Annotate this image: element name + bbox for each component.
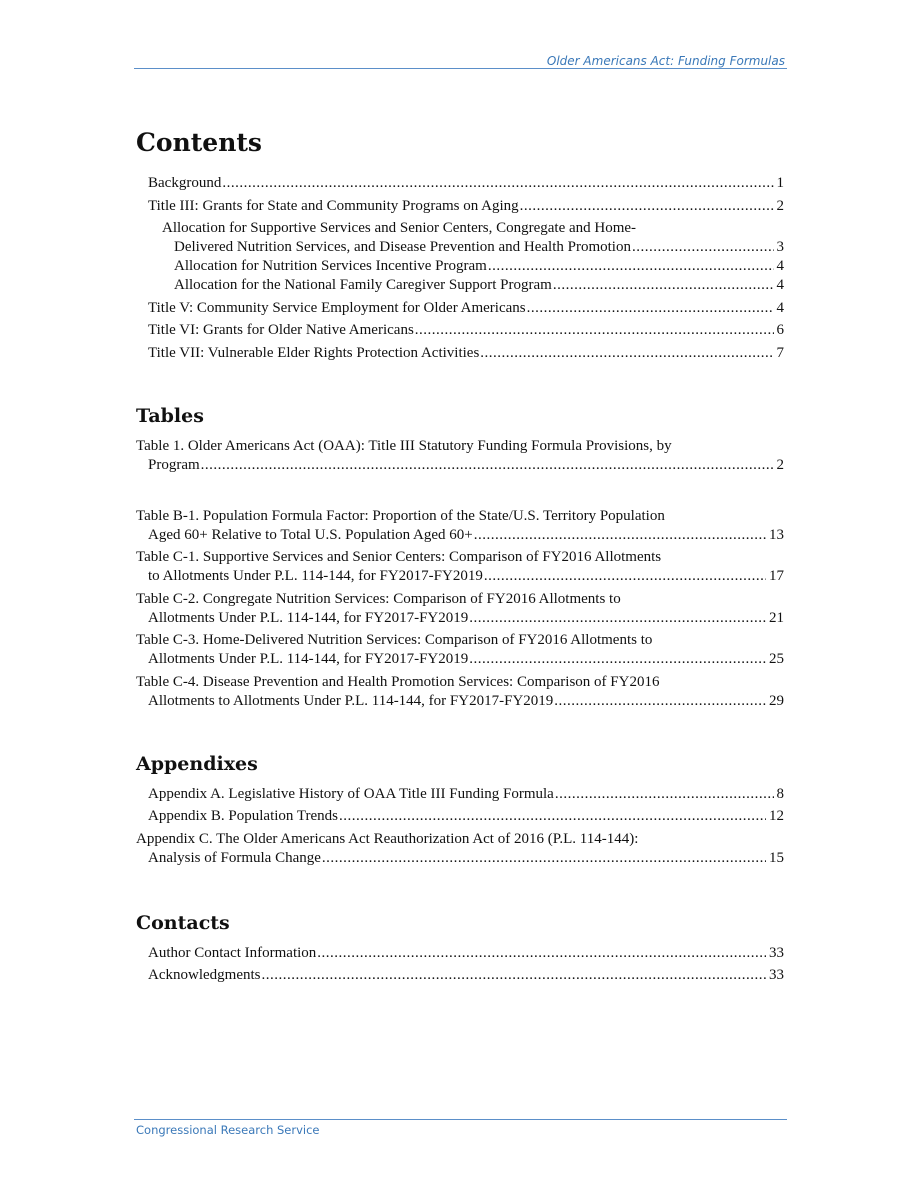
toc-entry-author-contact[interactable]	[136, 944, 784, 963]
tables-heading: Tables	[136, 404, 204, 427]
toc-page-number: 2	[776, 197, 784, 214]
toc-entry-text: Title V: Community Service Employment for Older Americans	[148, 299, 526, 316]
toc-page-number: 4	[776, 299, 784, 316]
toc-entry-table-c-2[interactable]	[136, 590, 784, 628]
contacts-heading: Contacts	[136, 911, 230, 934]
toc-entry-text-line2: Aged 60+ Relative to Total U.S. Population Aged 60+	[148, 526, 473, 543]
dot-leader	[469, 609, 766, 628]
dot-leader	[317, 944, 766, 963]
table-of-contents	[136, 126, 784, 989]
toc-entry-text-line1: Table C-1. Supportive Services and Senior Centers: Comparison of FY2016 Allotments	[136, 549, 662, 565]
dot-leader	[553, 276, 774, 295]
toc-entry-appendix-c[interactable]	[136, 830, 784, 868]
toc-entry-text-line2: Delivered Nutrition Services, and Disease Prevention and Health Promotion	[174, 239, 631, 255]
toc-page-number: 7	[776, 344, 784, 361]
toc-entry-title-v[interactable]	[136, 299, 784, 318]
toc-entry-allocation-nutrition-incentive[interactable]	[136, 257, 784, 276]
footer-divider	[134, 1119, 787, 1120]
toc-page-number: 15	[769, 849, 784, 866]
toc-entry-table-c-4[interactable]	[136, 673, 784, 711]
toc-entry-table-c-3[interactable]	[136, 631, 784, 669]
contents-list	[136, 174, 784, 363]
toc-entry-text: Appendix A. Legislative History of OAA Title III Funding Formula	[148, 785, 554, 802]
toc-page-number: 1	[776, 175, 784, 191]
toc-entry-text-line2: to Allotments Under P.L. 114-144, for FY2017-FY2019	[148, 568, 483, 584]
toc-page-number: 13	[769, 526, 784, 543]
toc-entry-allocation-caregiver-support[interactable]	[136, 276, 784, 295]
toc-entry-allocation-supportive-services[interactable]	[136, 219, 784, 257]
dot-leader	[554, 692, 766, 711]
dot-leader	[415, 321, 774, 340]
toc-page-number: 17	[769, 568, 784, 584]
toc-entry-appendix-b[interactable]	[136, 807, 784, 826]
dot-leader	[480, 344, 773, 363]
toc-entry-acknowledgments[interactable]	[136, 966, 784, 985]
toc-entry-text: Background	[148, 175, 222, 191]
toc-entry-text: Acknowledgments	[148, 967, 261, 983]
toc-entry-text-line2: Analysis of Formula Change	[148, 849, 321, 866]
dot-leader	[520, 197, 774, 216]
toc-page-number: 29	[769, 692, 784, 709]
toc-entry-text: Author Contact Information	[148, 944, 317, 961]
toc-entry-text-line2: Allotments Under P.L. 114-144, for FY2017-FY2019	[148, 609, 469, 626]
dot-leader	[484, 567, 766, 586]
toc-page-number: 21	[769, 609, 784, 626]
toc-entry-text: Title VI: Grants for Older Native Americans	[148, 322, 414, 338]
toc-entry-text: Title VII: Vulnerable Elder Rights Protection Activities	[148, 344, 480, 361]
toc-page-number: 2	[776, 456, 784, 473]
toc-entry-appendix-a[interactable]	[136, 785, 784, 804]
dot-leader	[322, 849, 766, 868]
dot-leader	[555, 785, 774, 804]
toc-entry-table-c-1[interactable]	[136, 548, 784, 586]
toc-page-number: 33	[769, 967, 784, 983]
dot-leader	[261, 966, 766, 985]
toc-page-number: 8	[776, 785, 784, 802]
toc-page-number: 12	[769, 808, 784, 824]
toc-page-number: 25	[769, 651, 784, 667]
footer-publisher: Congressional Research Service	[136, 1123, 320, 1137]
toc-page-number: 33	[769, 944, 784, 961]
toc-entry-background[interactable]	[136, 174, 784, 193]
appendixes-heading: Appendixes	[136, 752, 258, 775]
dot-leader	[488, 257, 774, 276]
toc-entry-text-line1: Table 1. Older Americans Act (OAA): Title III Statutory Funding Formula Provisions, by	[136, 437, 672, 454]
toc-entry-text-line1: Appendix C. The Older Americans Act Reauthorization Act of 2016 (P.L. 114-144):	[136, 830, 639, 847]
dot-leader	[201, 456, 774, 475]
toc-entry-table-1[interactable]	[136, 437, 784, 475]
dot-leader	[339, 807, 766, 826]
running-header-title: Older Americans Act: Funding Formulas	[546, 54, 785, 68]
toc-page-number: 3	[776, 239, 784, 255]
toc-entry-title-iii[interactable]	[136, 197, 784, 216]
dot-leader	[632, 238, 774, 257]
toc-entry-text: Allocation for the National Family Caregiver Support Program	[174, 277, 552, 293]
contacts-list	[136, 944, 784, 986]
toc-entry-title-vi[interactable]	[136, 321, 784, 340]
contents-heading: Contents	[136, 128, 263, 157]
toc-entry-text-line1: Allocation for Supportive Services and Senior Centers, Congregate and Home-	[162, 220, 637, 236]
toc-entry-text-line2: Program	[148, 456, 200, 473]
toc-entry-title-vii[interactable]	[136, 344, 784, 363]
toc-entry-table-b-1[interactable]	[136, 507, 784, 545]
appendixes-list	[136, 785, 784, 868]
toc-entry-text: Appendix B. Population Trends	[148, 808, 339, 824]
toc-entry-text: Allocation for Nutrition Services Incentive Program	[174, 258, 487, 274]
dot-leader	[527, 299, 774, 318]
dot-leader	[474, 526, 766, 545]
toc-entry-text-line2: Allotments to Allotments Under P.L. 114-144, for FY2017-FY2019	[148, 692, 554, 709]
toc-entry-text-line1: Table C-3. Home-Delivered Nutrition Services: Comparison of FY2016 Allotments to	[136, 632, 653, 648]
toc-entry-text-line1: Table C-2. Congregate Nutrition Services: Comparison of FY2016 Allotments to	[136, 590, 621, 607]
toc-page-number: 4	[776, 277, 784, 293]
toc-page-number: 6	[776, 322, 784, 338]
dot-leader	[222, 174, 773, 193]
tables-list	[136, 437, 784, 711]
header-divider	[134, 68, 787, 69]
toc-entry-text: Title III: Grants for State and Community Programs on Aging	[148, 197, 519, 214]
toc-entry-text-line2: Allotments Under P.L. 114-144, for FY2017-FY2019	[148, 651, 469, 667]
toc-entry-text-line1: Table B-1. Population Formula Factor: Proportion of the State/U.S. Territory Population	[136, 507, 665, 524]
toc-entry-text-line1: Table C-4. Disease Prevention and Health Promotion Services: Comparison of FY2016	[136, 673, 660, 690]
dot-leader	[469, 650, 766, 669]
toc-page-number: 4	[776, 258, 784, 274]
